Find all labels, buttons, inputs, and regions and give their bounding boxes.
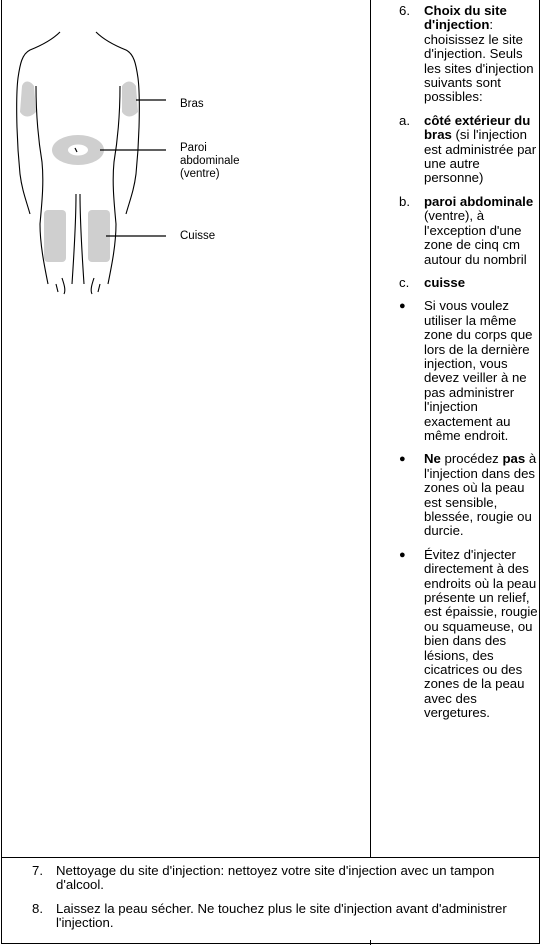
step-6 [380,4,540,105]
navel-exclusion-zone [68,145,88,156]
bullet-bold-ne: Ne [424,451,441,467]
bullet-icon: ● [399,548,406,561]
site-item-a [380,114,540,186]
site-letter: a. [399,112,410,128]
bottom-steps [16,864,516,940]
label-abdomen: Paroi abdominale (ventre) [180,142,240,180]
site-item-c [380,276,540,290]
step-number: 6. [399,3,410,18]
bullet-bold-pas: pas [502,451,526,467]
site-letter: c. [399,274,410,290]
column-divider-stub [370,940,371,945]
bullet-text-mid: procédez [440,451,503,467]
site-item-b [380,195,540,267]
step-text: Laissez la peau sécher. Ne touchez plus le site d'injection avant d'administrer l'injection. [56,900,507,931]
step-number: 8. [32,900,43,916]
site-text: (ventre), à l'exception d'une zone de cinq cm autour du nombril [424,208,527,267]
site-title: paroi abdominale [424,193,534,209]
step-7 [16,864,516,893]
step-8 [16,902,516,931]
bullet-icon: ● [399,300,406,313]
bullet-item-2 [380,452,540,538]
arm-zone-left [20,82,36,117]
site-text: (si l'injection est administrée par une autre personne) [424,127,537,186]
site-letter: b. [399,193,410,209]
injection-sites-figure [14,14,254,300]
bullet-item-3 [380,548,540,721]
label-thigh: Cuisse [180,230,216,242]
bullet-item-1 [380,299,540,443]
bullet-icon: ● [399,453,406,466]
instructions-column [380,4,540,730]
bullet-text: Si vous voulez utiliser la même zone du corps que lors de la dernière injection, vous devez veiller à ne pas administrer l'injection exactement au même endroit. [424,298,533,443]
arm-zone-right [122,82,138,117]
step-text: Nettoyage du site d'injection: nettoyez votre site d'injection avec un tampon d'alcool. [56,863,495,893]
bullet-text-rest: à l'injection dans des zones où la peau est sensible, blessée, rougie ou durcie. [424,451,537,539]
label-arm: Bras [180,98,204,110]
step-title: Choix du site d'injection [424,3,507,33]
step-number: 7. [32,863,43,878]
thigh-zone-left [44,210,66,262]
site-title: cuisse [424,274,466,290]
step-text: : choisissez le site d'injection. Seuls les sites d'injection suivants sont possibles: [424,17,534,105]
bullet-text: Évitez d'injecter directement à des endroits où la peau présente un relief, est épaissie, rougie ou squameuse, ou bien dans des lésions, des cicatrices ou des zones de la peau avec des vergetures. [424,546,538,721]
column-divider [370,0,371,858]
site-title: côté extérieur du bras [424,112,531,143]
